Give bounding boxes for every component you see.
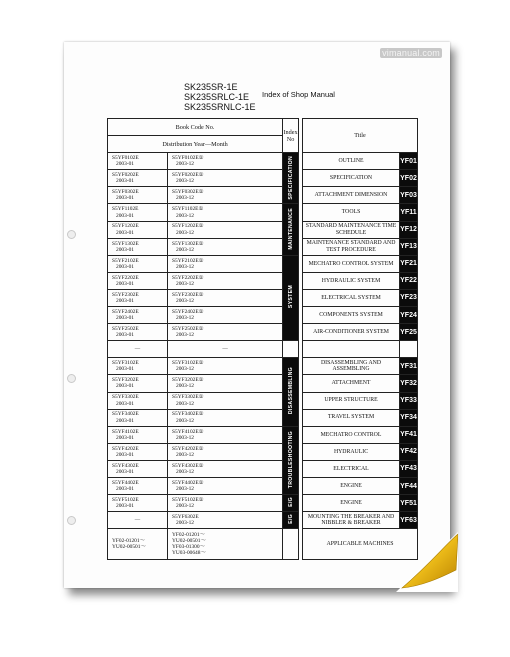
book-code-cell — [168, 477, 283, 494]
table-row — [108, 221, 418, 238]
table-row — [108, 495, 418, 512]
page-curl-icon — [396, 532, 458, 592]
index-code-badge: YF01 — [400, 153, 418, 170]
book-code: S5YF4102E — [112, 428, 139, 435]
section-label: MAINTENANCE — [287, 207, 294, 250]
book-code: S5YF3202E① — [172, 377, 204, 384]
book-code-cell — [168, 221, 283, 238]
section-title: ENGINE — [303, 477, 400, 494]
book-code-cell — [108, 477, 168, 494]
title-header: Title — [303, 119, 418, 153]
book-code-cell — [168, 289, 283, 306]
distribution-date: 2003-01 — [116, 161, 134, 168]
section-label: E/G — [287, 514, 294, 525]
book-code: S5YF0202E — [112, 172, 139, 179]
table-row — [108, 392, 418, 409]
book-code-cell — [108, 170, 168, 187]
index-code-badge: YF42 — [400, 443, 418, 460]
section-title: ATTACHMENT — [303, 375, 400, 392]
table-row — [108, 358, 418, 375]
section-label: TROUBLESHOOTING — [287, 430, 294, 488]
distribution-date: 2003-01 — [116, 451, 134, 458]
book-code: S5YF4302E① — [172, 462, 204, 469]
section-title: MAINTENANCE STANDARD AND TEST PROCEDURE — [303, 238, 400, 255]
section-index-label — [283, 512, 299, 529]
book-code: S5YF3402E① — [172, 411, 204, 418]
section-index-label — [283, 426, 299, 494]
book-code: S5YF3402E — [112, 411, 139, 418]
blank-title-cell — [303, 341, 400, 358]
section-title: TOOLS — [303, 204, 400, 221]
distribution-date: 2003-01 — [116, 503, 134, 510]
distribution-date: 2003-12 — [176, 315, 194, 322]
distribution-date: 2003-01 — [116, 332, 134, 339]
book-code-cell — [168, 358, 283, 375]
book-code-cell — [168, 460, 283, 477]
book-code-cell — [168, 187, 283, 204]
table-row — [108, 289, 418, 306]
book-code-cell — [108, 238, 168, 255]
distribution-date: 2003-01 — [116, 434, 134, 441]
index-code-badge: YF51 — [400, 495, 418, 512]
book-code: S5YF1302E① — [172, 240, 204, 247]
book-code: S5YF0302E① — [172, 189, 204, 196]
blank-row — [108, 341, 418, 358]
table-row — [108, 426, 418, 443]
distribution-date: 2003-12 — [176, 297, 194, 304]
table-row — [108, 153, 418, 170]
section-title: ELECTRICAL — [303, 460, 400, 477]
section-title: TRAVEL SYSTEM — [303, 409, 400, 426]
section-index-label — [283, 495, 299, 512]
distribution-date: 2003-01 — [116, 246, 134, 253]
book-code: S5YF2202E① — [172, 274, 204, 281]
book-code: S5YF2402E — [112, 308, 139, 315]
book-code: S5YF5102E — [112, 496, 139, 503]
index-code-badge: YF12 — [400, 221, 418, 238]
index-code-badge: YF41 — [400, 426, 418, 443]
applicable-left-cell — [108, 529, 168, 560]
book-code: S5YF4402E — [112, 479, 139, 486]
index-code-badge: YF22 — [400, 272, 418, 289]
book-code: S5YF2302E① — [172, 291, 204, 298]
distribution-date: 2003-01 — [116, 468, 134, 475]
book-code-cell — [168, 238, 283, 255]
book-code-cell — [108, 307, 168, 324]
distribution-date: 2003-12 — [176, 366, 194, 373]
book-code: S5YF1202E① — [172, 223, 204, 230]
manual-page — [64, 42, 450, 588]
table-row — [108, 460, 418, 477]
index-code-badge: YF11 — [400, 204, 418, 221]
table-row — [108, 443, 418, 460]
book-code: S5YF3302E — [112, 394, 139, 401]
blank-index-cell — [283, 341, 299, 358]
book-code-cell — [168, 443, 283, 460]
book-code-cell — [108, 443, 168, 460]
section-label: E/G — [287, 497, 294, 508]
book-code: S5YF3102E① — [172, 360, 204, 367]
serial-range: YF02-01201〜 — [112, 538, 145, 545]
index-code-badge: YF44 — [400, 477, 418, 494]
distribution-date: 2003-01 — [116, 229, 134, 236]
book-code-cell — [168, 170, 283, 187]
model-name: SK235SRLC-1E — [184, 92, 250, 102]
serial-range: YU02-00501〜 — [112, 544, 146, 551]
book-code-label: Book Code No. — [175, 123, 215, 131]
index-code-badge: YF25 — [400, 324, 418, 341]
table-row — [108, 307, 418, 324]
book-code: S5YF2302E — [112, 291, 139, 298]
section-index-label — [283, 255, 299, 340]
section-title: HYDRAULIC — [303, 443, 400, 460]
book-code: S5YF2502E — [112, 325, 139, 332]
table-row — [108, 324, 418, 341]
book-code-cell — [168, 307, 283, 324]
section-title: SPECIFICATION — [303, 170, 400, 187]
index-code-badge: YF24 — [400, 307, 418, 324]
book-code: S5YF1102E — [112, 206, 139, 213]
section-title: MECHATRO CONTROL — [303, 426, 400, 443]
section-label: SPECIFICATION — [287, 155, 294, 200]
table-row — [108, 512, 418, 529]
book-code-cell — [168, 204, 283, 221]
section-title: DISASSEMBLING AND ASSEMBLING — [303, 358, 400, 375]
book-code: S5YF0102E① — [172, 155, 204, 162]
book-code: S5YF1202E — [112, 223, 139, 230]
section-title: ENGINE — [303, 495, 400, 512]
index-rows — [108, 153, 418, 560]
applicable-right-cell — [168, 529, 283, 560]
index-code-badge: YF32 — [400, 375, 418, 392]
section-label: SYSTEM — [287, 285, 294, 309]
book-code: S5YF6302E — [172, 514, 199, 520]
model-name: SK235SRNLC-1E — [184, 102, 256, 112]
book-code-cell — [168, 255, 283, 272]
book-code-cell — [108, 221, 168, 238]
book-code-cell — [108, 392, 168, 409]
section-index-label — [283, 153, 299, 204]
book-code-cell — [168, 272, 283, 289]
section-title: ATTACHMENT DIMENSION — [303, 187, 400, 204]
distribution-date: 2003-01 — [116, 400, 134, 407]
section-title: MECHATRO CONTROL SYSTEM — [303, 255, 400, 272]
distribution-date: 2003-01 — [116, 486, 134, 493]
distribution-date: 2003-12 — [176, 263, 194, 270]
book-code-cell — [108, 409, 168, 426]
section-index-label — [283, 358, 299, 426]
book-code: S5YF3302E① — [172, 394, 204, 401]
book-code: S5YF4202E① — [172, 445, 204, 452]
model-list — [184, 82, 256, 112]
punch-hole — [67, 230, 76, 239]
book-code: S5YF2502E① — [172, 325, 204, 332]
distribution-date: 2003-12 — [176, 400, 194, 407]
book-code-cell — [168, 324, 283, 341]
punch-hole — [67, 374, 76, 383]
index-code-badge: YF34 — [400, 409, 418, 426]
serial-range: YU02-00501〜 — [172, 538, 206, 545]
book-code-cell — [168, 495, 283, 512]
book-code-cell — [108, 375, 168, 392]
book-code-cell — [168, 153, 283, 170]
distribution-date: 2003-12 — [176, 451, 194, 458]
distribution-date: 2003-01 — [116, 178, 134, 185]
watermark: vimanual.com — [382, 48, 440, 58]
table-row — [108, 375, 418, 392]
section-title: HYDRAULIC SYSTEM — [303, 272, 400, 289]
book-code: S5YF1302E — [112, 240, 139, 247]
distribution-date: 2003-12 — [176, 332, 194, 339]
distribution-date: 2003-12 — [176, 246, 194, 253]
table-row — [108, 238, 418, 255]
index-table — [107, 118, 418, 560]
book-code: S5YF3202E — [112, 377, 139, 384]
applicable-title: APPLICABLE MACHINES — [303, 529, 418, 560]
distribution-date: 2003-12 — [176, 434, 194, 441]
book-code: S5YF0302E — [112, 189, 139, 196]
distribution-date: 2003-12 — [176, 212, 194, 219]
book-code-cell — [108, 495, 168, 512]
book-code: S5YF3102E — [112, 360, 139, 367]
blank-code-cell: — — [108, 341, 168, 358]
book-code: S5YF2402E① — [172, 308, 204, 315]
distribution-date: 2003-01 — [116, 280, 134, 287]
applicable-index-cell — [283, 529, 299, 560]
section-title: COMPONENTS SYSTEM — [303, 307, 400, 324]
book-code-cell — [108, 272, 168, 289]
book-code: S5YF4202E — [112, 445, 139, 452]
book-code-cell — [168, 392, 283, 409]
model-name: SK235SR-1E — [184, 82, 238, 92]
section-title: OUTLINE — [303, 153, 400, 170]
distribution-date: 2003-12 — [176, 520, 194, 527]
book-code-cell — [108, 204, 168, 221]
distribution-date: 2003-12 — [176, 178, 194, 185]
section-title: UPPER STRUCTURE — [303, 392, 400, 409]
table-row — [108, 204, 418, 221]
book-code-cell — [168, 512, 283, 529]
book-code: S5YF2102E — [112, 257, 139, 264]
applicable-row — [108, 529, 418, 560]
index-code-badge: YF21 — [400, 255, 418, 272]
book-code-cell — [108, 187, 168, 204]
distribution-date: 2003-01 — [116, 366, 134, 373]
distribution-date: 2003-01 — [116, 417, 134, 424]
book-code: S5YF0202E① — [172, 172, 204, 179]
section-title: ELECTRICAL SYSTEM — [303, 289, 400, 306]
book-code-cell — [168, 426, 283, 443]
table-row — [108, 409, 418, 426]
book-code-cell — [168, 375, 283, 392]
distribution-date: 2003-01 — [116, 383, 134, 390]
table-row — [108, 187, 418, 204]
table-row — [108, 255, 418, 272]
book-code: S5YF2102E① — [172, 257, 204, 264]
index-code-badge: YF43 — [400, 460, 418, 477]
distribution-date: 2003-12 — [176, 486, 194, 493]
section-label: DISASSEMBLING — [287, 367, 294, 415]
index-code-badge: YF13 — [400, 238, 418, 255]
distribution-date: 2003-01 — [116, 212, 134, 219]
punch-hole — [67, 516, 76, 525]
book-code-cell — [108, 460, 168, 477]
distribution-date: 2003-12 — [176, 195, 194, 202]
distribution-date: 2003-12 — [176, 417, 194, 424]
distribution-date: 2003-12 — [176, 468, 194, 475]
serial-range: YF02-01201〜 — [172, 531, 205, 538]
book-code: S5YF1102E① — [172, 206, 204, 213]
index-no-header: Index No — [283, 119, 299, 153]
section-title: AIR-CONDITIONER SYSTEM — [303, 324, 400, 341]
distribution-date: 2003-12 — [176, 229, 194, 236]
table-row — [108, 272, 418, 289]
distribution-date: 2003-01 — [116, 297, 134, 304]
book-code-cell: — — [108, 512, 168, 529]
book-code-cell — [108, 289, 168, 306]
book-code: S5YF4302E — [112, 462, 139, 469]
blank-code-cell — [400, 341, 418, 358]
blank-code-cell: — — [168, 341, 283, 358]
distribution-date: 2003-12 — [176, 161, 194, 168]
book-code-cell — [108, 153, 168, 170]
distribution-date: 2003-01 — [116, 263, 134, 270]
book-code-cell — [108, 255, 168, 272]
book-code-cell — [108, 324, 168, 341]
distribution-date: 2003-01 — [116, 195, 134, 202]
distribution-date: 2003-12 — [176, 383, 194, 390]
book-code: S5YF4102E① — [172, 428, 204, 435]
book-code-cell — [168, 409, 283, 426]
table-row — [108, 477, 418, 494]
book-code: S5YF5102E① — [172, 496, 204, 503]
page-title: Index of Shop Manual — [262, 90, 335, 99]
distribution-date: 2003-12 — [176, 280, 194, 287]
book-code-cell — [108, 426, 168, 443]
section-title: MOUNTING THE BREAKER AND NIBBLER & BREAKER — [303, 512, 400, 529]
book-code: S5YF2202E — [112, 274, 139, 281]
distribution-header: Distribution Year—Month — [108, 136, 283, 153]
distribution-date: 2003-12 — [176, 503, 194, 510]
serial-range: YU03-00648〜 — [172, 550, 206, 557]
book-code: S5YF4402E① — [172, 479, 204, 486]
index-code-badge: YF23 — [400, 289, 418, 306]
index-code-badge: YF03 — [400, 187, 418, 204]
index-code-badge: YF31 — [400, 358, 418, 375]
book-code-cell — [108, 358, 168, 375]
index-code-badge: YF63 — [400, 512, 418, 529]
section-title: STANDARD MAINTENANCE TIME SCHEDULE — [303, 221, 400, 238]
book-code-header — [108, 119, 283, 136]
book-code: S5YF0102E — [112, 155, 139, 162]
index-code-badge: YF02 — [400, 170, 418, 187]
distribution-date: 2003-01 — [116, 315, 134, 322]
index-code-badge: YF33 — [400, 392, 418, 409]
section-index-label — [283, 204, 299, 255]
table-row — [108, 170, 418, 187]
serial-range: YF03-01300〜 — [172, 544, 205, 551]
